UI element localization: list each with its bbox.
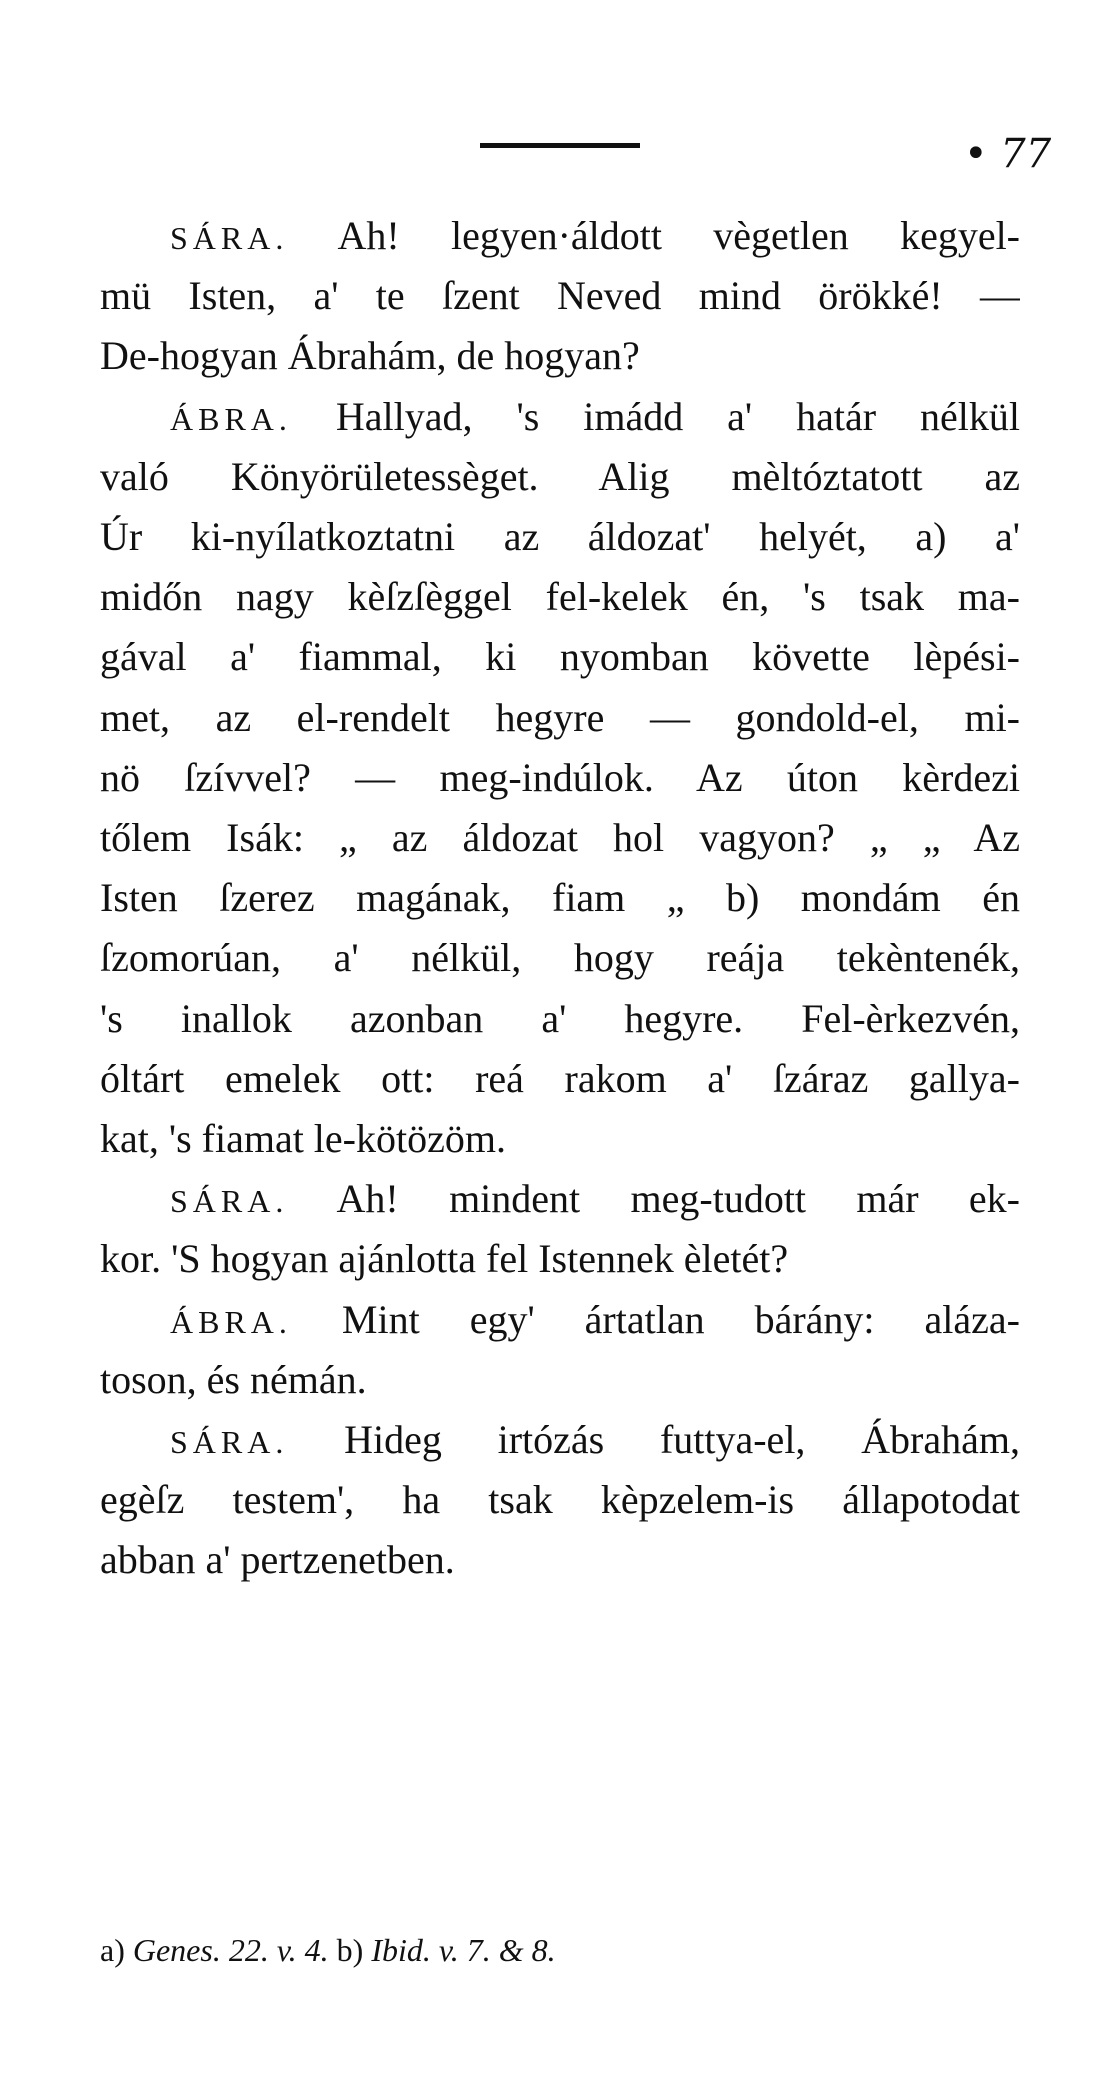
text-line bbox=[170, 1416, 1020, 1468]
text-line bbox=[100, 694, 1020, 746]
line-text: való Könyörületessèget. Alig mèltóztatott az bbox=[100, 453, 1020, 499]
text-line bbox=[100, 1115, 1020, 1167]
text-line bbox=[100, 573, 1020, 625]
text-line bbox=[170, 1175, 1020, 1227]
text-line bbox=[170, 393, 1020, 445]
footnote-b-ref: Ibid. v. 7. & 8. bbox=[371, 1932, 556, 1968]
page-number bbox=[964, 131, 1052, 177]
text-line bbox=[100, 934, 1020, 986]
line-text: 's inallok azonban a' hegyre. Fel-èrkezvén, bbox=[100, 995, 1020, 1041]
line-text: kat, 's fiamat le-kötözöm. bbox=[100, 1116, 506, 1161]
page-number-value: • 77 bbox=[964, 131, 1052, 177]
footnote-a-ref: Genes. 22. v. 4. bbox=[132, 1932, 329, 1968]
line-text: Hallyad, 's imádd a' határ nélkül bbox=[335, 393, 1020, 439]
text-line bbox=[100, 814, 1020, 866]
line-text: nö ſzívvel? — meg-indúlok. Az úton kèrdezi bbox=[100, 754, 1020, 800]
line-text: toson, és némán. bbox=[100, 1356, 367, 1402]
line-text: Mint egy' ártatlan bárány: aláza- bbox=[341, 1296, 1020, 1342]
line-text: Ah! mindent meg-tudott már ek- bbox=[336, 1176, 1020, 1222]
line-text: mü Isten, a' te ſzent Neved mind örökké! — bbox=[100, 273, 1020, 319]
footnote-a-label: a) bbox=[100, 1932, 125, 1968]
line-text: tőlem Isák: „ az áldozat hol vagyon? „ „ Az bbox=[100, 815, 1020, 860]
line-text: egèſz testem', ha tsak kèpzelem-is állapotodat bbox=[100, 1477, 1020, 1523]
footnote-b-label: b) bbox=[336, 1932, 364, 1968]
footnotes bbox=[100, 1930, 1020, 1970]
speaker-name: ÁBRA. bbox=[170, 400, 292, 437]
text-line bbox=[170, 212, 1020, 264]
text-line bbox=[100, 332, 1020, 384]
text-line bbox=[100, 754, 1020, 806]
text-line bbox=[100, 1476, 1020, 1528]
header-rule bbox=[480, 143, 640, 148]
text-line bbox=[100, 1356, 1020, 1408]
line-text: Isten ſzerez magának, fiam „ b) mondám én bbox=[100, 875, 1020, 921]
text-line bbox=[100, 995, 1020, 1047]
line-text: abban a' pertzenetben. bbox=[100, 1537, 455, 1583]
speaker-name: ÁBRA. bbox=[170, 1303, 292, 1340]
line-text: met, az el-rendelt hegyre — gondold-el, mi- bbox=[100, 694, 1020, 740]
line-text: Úr ki-nyílatkoztatni az áldozat' helyét, a) a' bbox=[100, 514, 1020, 559]
text-line bbox=[100, 453, 1020, 505]
text-line bbox=[170, 1296, 1020, 1348]
line-text: gával a' fiammal, ki nyomban követte lèpési- bbox=[100, 634, 1020, 680]
text-line bbox=[100, 1235, 1020, 1287]
text-line bbox=[100, 1536, 1020, 1588]
text-line bbox=[100, 633, 1020, 685]
line-text: Hideg irtózás futtya-el, Ábrahám, bbox=[344, 1417, 1020, 1462]
line-text: midőn nagy kèſzſèggel fel-kelek én, 's tsak ma- bbox=[100, 574, 1020, 620]
text-line bbox=[100, 272, 1020, 324]
line-text: ſzomorúan, a' nélkül, hogy reája tekèntenék, bbox=[100, 935, 1020, 981]
line-text: óltárt emelek ott: reá rakom a' ſzáraz gallya- bbox=[100, 1055, 1020, 1101]
speaker-name: SÁRA. bbox=[170, 220, 289, 256]
line-text: Ah! legyen·áldott vègetlen kegyel- bbox=[337, 213, 1020, 258]
speaker-name: SÁRA. bbox=[170, 1183, 289, 1220]
text-line bbox=[100, 874, 1020, 926]
speaker-name: SÁRA. bbox=[170, 1424, 289, 1460]
line-text: kor. 'S hogyan ajánlotta fel Istennek èletét? bbox=[100, 1236, 789, 1282]
text-line bbox=[100, 1055, 1020, 1107]
line-text: De-hogyan Ábrahám, de hogyan? bbox=[100, 333, 640, 379]
text-line bbox=[100, 513, 1020, 565]
